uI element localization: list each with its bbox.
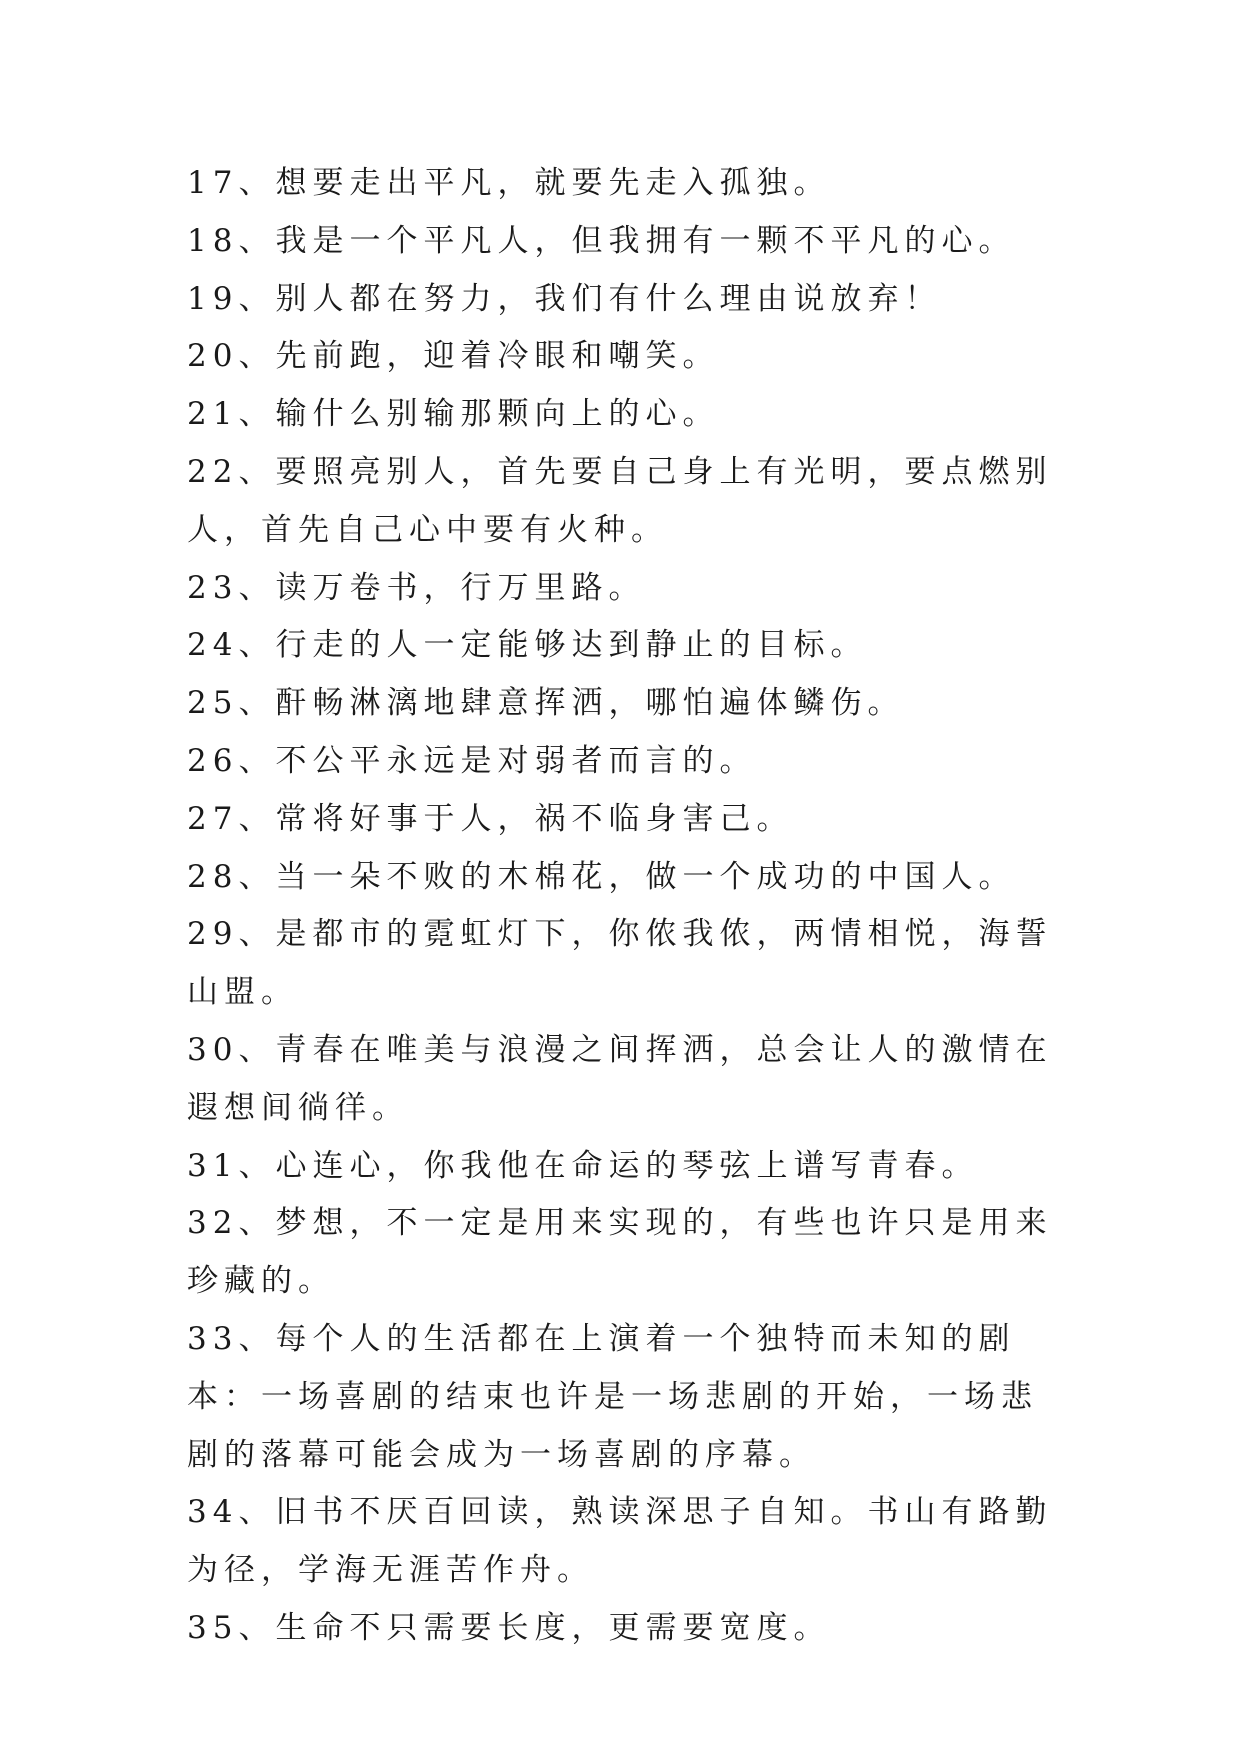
list-item: 19、别人都在努力，我们有什么理由说放弃！	[187, 280, 942, 317]
list-item: 18、我是一个平凡人，但我拥有一颗不平凡的心。	[187, 222, 1016, 259]
list-item: 33、每个人的生活都在上演着一个独特而未知的剧本：一场喜剧的结束也许是一场悲剧的开始，一场悲剧的落幕可能会成为一场喜剧的序幕。	[187, 1320, 1038, 1473]
list-item: 25、酐畅淋漓地肆意挥洒，哪怕遍体鳞伤。	[187, 685, 905, 722]
list-item: 34、旧书不厌百回读，熟读深思子自知。书山有路勤为径，学海无涯苦作舟。	[187, 1494, 1053, 1589]
list-item: 22、要照亮别人，首先要自己身上有光明，要点燃别人，首先自己心中要有火种。	[187, 453, 1053, 548]
list-item: 23、读万卷书，行万里路。	[187, 569, 646, 606]
list-item: 31、心连心，你我他在命运的琴弦上谱写青春。	[187, 1147, 979, 1184]
list-item: 20、先前跑，迎着冷眼和嘲笑。	[187, 338, 720, 375]
list-item: 17、想要走出平凡，就要先走入孤独。	[187, 165, 831, 201]
list-item: 21、输什么别输那颗向上的心。	[187, 396, 720, 433]
list-item: 30、青春在唯美与浪漫之间挥洒，总会让人的激情在遐想间徜徉。	[187, 1031, 1053, 1126]
list-item: 32、梦想，不一定是用来实现的，有些也许只是用来珍藏的。	[187, 1205, 1053, 1300]
list-item: 27、常将好事于人，祸不临身害己。	[187, 800, 794, 837]
list-item: 28、当一朵不败的木棉花，做一个成功的中国人。	[187, 858, 1016, 895]
list-item: 29、是都市的霓虹灯下，你侬我侬，两情相悦，海誓山盟。	[187, 916, 1053, 1011]
list-item: 26、不公平永远是对弱者而言的。	[187, 742, 757, 779]
list-item: 24、行走的人一定能够达到静止的目标。	[187, 627, 868, 664]
list-item: 35、生命不只需要长度，更需要宽度。	[187, 1609, 831, 1646]
quote-list	[187, 155, 1067, 1658]
